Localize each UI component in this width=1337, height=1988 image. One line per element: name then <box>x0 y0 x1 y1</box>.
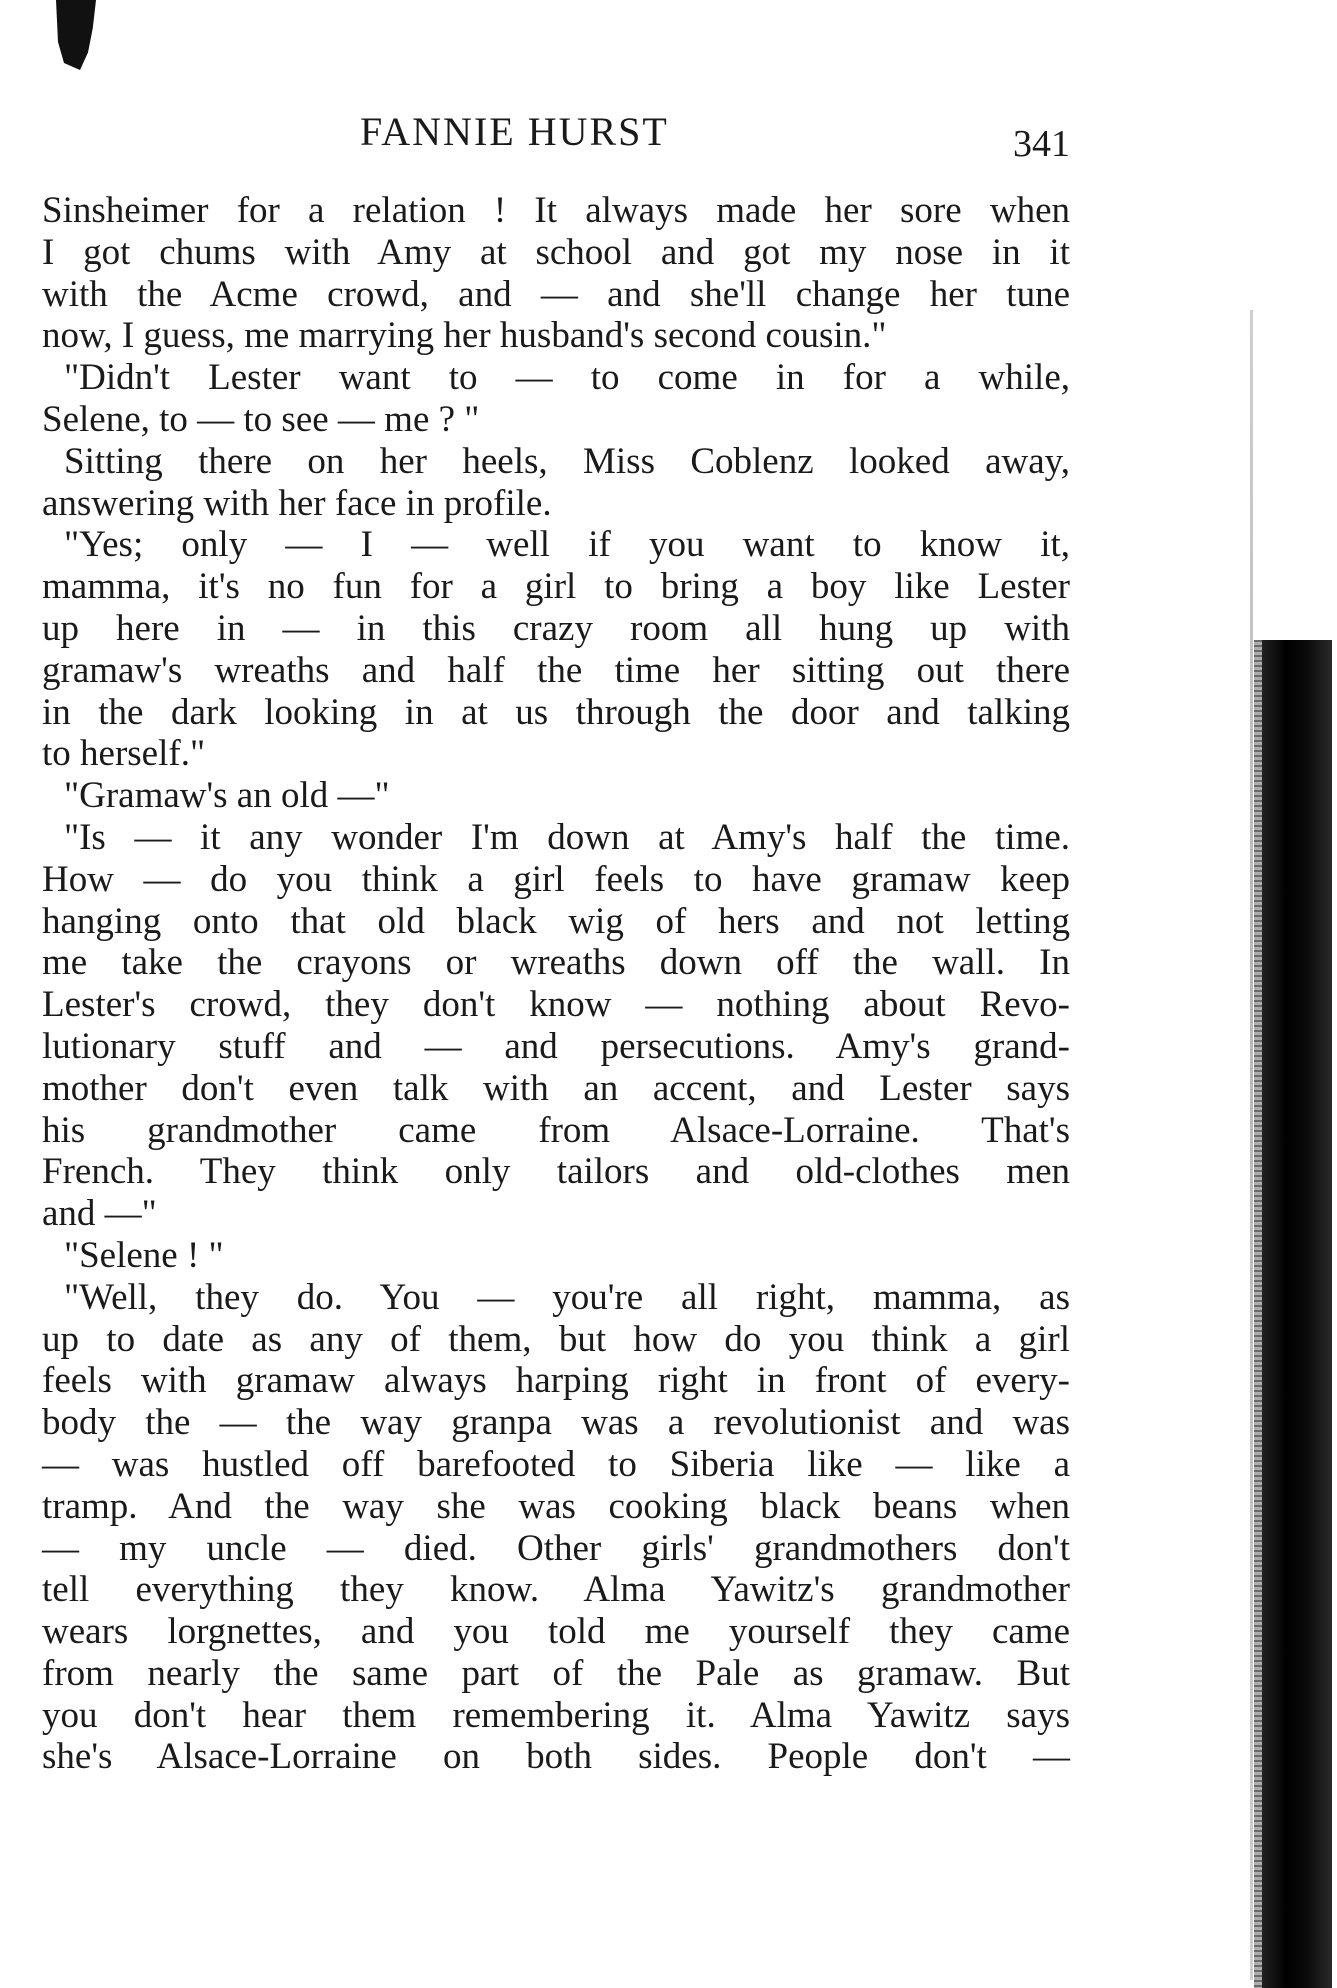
page-number: 341 <box>1013 123 1070 165</box>
running-head <box>40 108 1070 168</box>
text-line: How — do you think a girl feels to have gramaw keep <box>42 858 1070 900</box>
text-line: Sitting there on her heels, Miss Coblenz looked away, <box>64 440 1070 482</box>
text-line: tramp. And the way she was cooking black beans when <box>42 1485 1070 1527</box>
text-line: "Gramaw's an old —" <box>64 775 390 817</box>
text-line: Selene, to — to see — me ? " <box>42 398 480 440</box>
text-line: — was hustled off barefooted to Siberia like — like a <box>42 1443 1070 1485</box>
text-line: up to date as any of them, but how do you think a girl <box>42 1318 1070 1360</box>
scan-artifact-mark <box>56 0 96 70</box>
text-line: she's Alsace-Lorraine on both sides. People don't — <box>42 1736 1070 1778</box>
text-line: "Is — it any wonder I'm down at Amy's half the time. <box>64 816 1070 858</box>
text-line: body the — the way granpa was a revolutionist and was <box>42 1402 1070 1444</box>
text-line: "Yes; only — I — well if you want to know it, <box>64 524 1070 566</box>
text-line: in the dark looking in at us through the door and talking <box>42 691 1070 733</box>
body-text <box>42 190 1070 1778</box>
text-line: from nearly the same part of the Pale as gramaw. But <box>42 1652 1070 1694</box>
text-line: up here in — in this crazy room all hung up with <box>42 607 1070 649</box>
text-line: you don't hear them remembering it. Alma Yawitz says <box>42 1694 1070 1736</box>
text-line: "Selene ! " <box>64 1234 224 1276</box>
text-line: I got chums with Amy at school and got my nose in it <box>42 231 1070 273</box>
text-line: his grandmother came from Alsace-Lorraine. That's <box>42 1109 1070 1151</box>
text-line: wears lorgnettes, and you told me yourself they came <box>42 1611 1070 1653</box>
text-line: to herself." <box>42 733 206 775</box>
text-line: answering with her face in profile. <box>42 482 552 524</box>
text-line: hanging onto that old black wig of hers and not letting <box>42 900 1070 942</box>
text-line: now, I guess, me marrying her husband's second cousin." <box>42 315 887 357</box>
text-line: with the Acme crowd, and — and she'll change her tune <box>42 273 1070 315</box>
text-line: Lester's crowd, they don't know — nothing about Revo- <box>42 984 1070 1026</box>
text-line: gramaw's wreaths and half the time her sitting out there <box>42 649 1070 691</box>
text-line: "Didn't Lester want to — to come in for a while, <box>64 357 1070 399</box>
gutter-line <box>1250 310 1253 1980</box>
text-line: mother don't even talk with an accent, and Lester says <box>42 1067 1070 1109</box>
text-line: me take the crayons or wreaths down off the wall. In <box>42 942 1070 984</box>
text-line: and —" <box>42 1193 157 1235</box>
text-line: lutionary stuff and — and persecutions. Amy's grand- <box>42 1025 1070 1067</box>
text-line: French. They think only tailors and old-clothes men <box>42 1151 1070 1193</box>
text-line: — my uncle — died. Other girls' grandmothers don't <box>42 1527 1070 1569</box>
text-line: "Well, they do. You — you're all right, mamma, as <box>64 1276 1070 1318</box>
book-gutter-edge <box>1262 640 1332 1988</box>
text-line: Sinsheimer for a relation ! It always made her sore when <box>42 190 1070 231</box>
text-line: tell everything they know. Alma Yawitz's grandmother <box>42 1569 1070 1611</box>
running-title: FANNIE HURST <box>360 109 669 154</box>
text-line: mamma, it's no fun for a girl to bring a boy like Lester <box>42 566 1070 608</box>
text-line: feels with gramaw always harping right in front of every- <box>42 1360 1070 1402</box>
